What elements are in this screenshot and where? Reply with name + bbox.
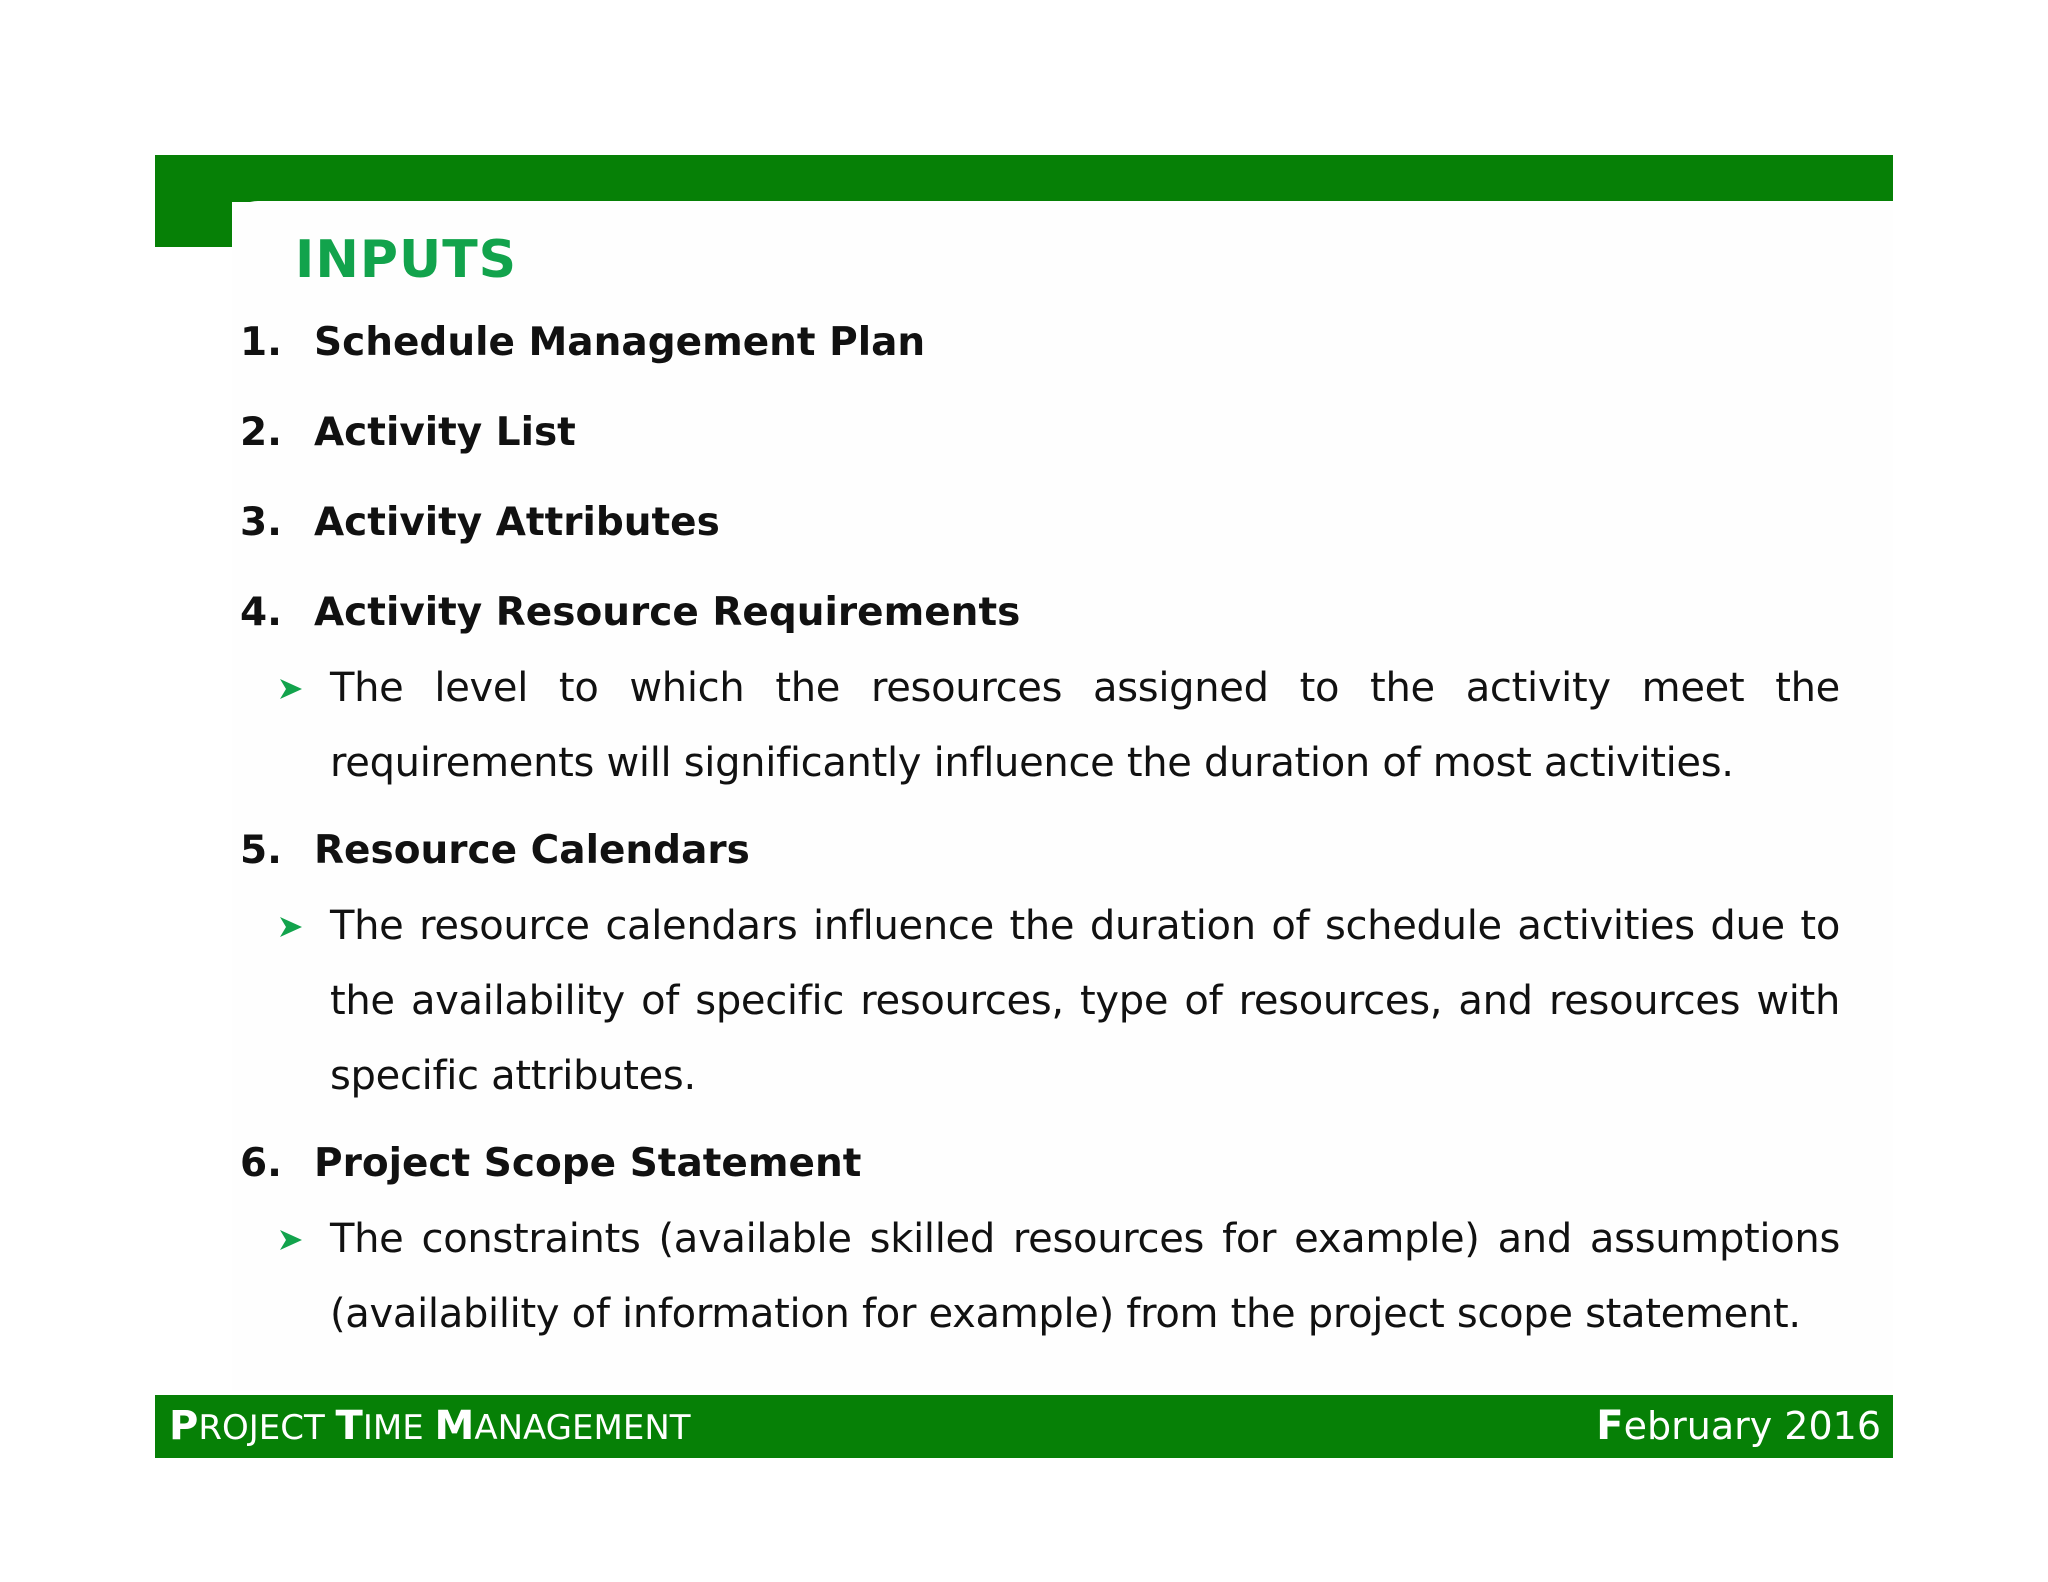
item-label: Activity Resource Requirements xyxy=(314,590,1021,635)
sub-bullet xyxy=(278,889,1840,1114)
slide-title: INPUTS xyxy=(295,230,518,290)
footer-word-cap: P xyxy=(169,1403,199,1449)
list-item-schedule-management-plan xyxy=(240,318,1840,368)
list-item-project-scope-statement xyxy=(240,1139,1840,1189)
item-number: 2. xyxy=(240,410,282,455)
list-item-activity-attributes xyxy=(240,498,1840,548)
item-label: Project Scope Statement xyxy=(314,1141,862,1186)
item-number: 6. xyxy=(240,1141,282,1186)
top-banner-tab xyxy=(155,155,232,247)
footer-word-rest: ANAGEMENT xyxy=(474,1408,691,1448)
top-banner xyxy=(155,155,1893,202)
footer-word-cap: M xyxy=(434,1403,475,1449)
item-number: 4. xyxy=(240,590,282,635)
list-item-resource-calendars xyxy=(240,826,1840,876)
footer-date xyxy=(1596,1395,1881,1458)
sub-bullet xyxy=(278,1202,1840,1352)
footer-word-rest: IME xyxy=(362,1408,424,1448)
footer-course-title xyxy=(169,1395,691,1458)
sub-bullet-text: The constraints (available skilled resources for example) and assumptions (availability of information for example) from the project scope statement. xyxy=(330,1216,1840,1337)
footer-date-cap: F xyxy=(1596,1403,1624,1449)
item-label: Activity List xyxy=(314,410,576,455)
item-label: Resource Calendars xyxy=(314,828,750,873)
item-number: 5. xyxy=(240,828,282,873)
item-label: Activity Attributes xyxy=(314,500,720,545)
footer-word-rest: ROJECT xyxy=(198,1408,325,1448)
footer-banner xyxy=(155,1395,1893,1458)
arrowhead-bullet-icon xyxy=(278,889,308,964)
item-label: Schedule Management Plan xyxy=(314,320,926,365)
sub-bullet xyxy=(278,651,1840,801)
sub-bullet-text: The level to which the resources assigned to the activity meet the requirements will significantly influence the duration of most activities. xyxy=(330,665,1840,786)
footer-word-cap: T xyxy=(335,1403,363,1449)
arrowhead-bullet-icon xyxy=(278,651,308,726)
arrowhead-bullet-icon xyxy=(278,1202,308,1277)
list-item-activity-resource-requirements xyxy=(240,588,1840,638)
sub-bullet-text: The resource calendars influence the duration of schedule activities due to the availability of specific resources, type of resources, and resources with specific attributes. xyxy=(330,903,1840,1099)
item-number: 1. xyxy=(240,320,282,365)
list-item-activity-list xyxy=(240,408,1840,458)
footer-date-rest: ebruary 2016 xyxy=(1623,1404,1881,1448)
item-number: 3. xyxy=(240,500,282,545)
